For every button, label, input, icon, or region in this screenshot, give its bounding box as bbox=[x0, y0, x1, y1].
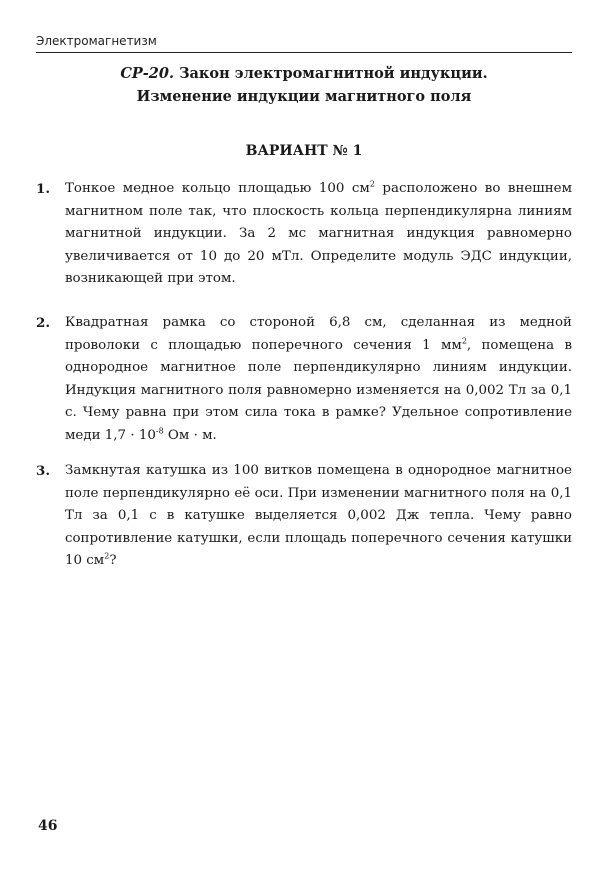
title-line-1-text: Закон электромагнитной индукции. bbox=[174, 65, 488, 82]
title-line-2: Изменение индукции магнитного поля bbox=[136, 88, 472, 105]
superscript: 2 bbox=[369, 179, 375, 189]
problem-text-part: Замкнутая катушка из 100 витков помещена в однородное магнитное поле перпендикулярно её оси. При изменении магнитного поля на 0,1 Тл за 0,1 с в катушке выделяется 0,002 Дж тепла. Чему равно сопротивление катушки, если площадь поперечного сечения катушки 10 см bbox=[65, 463, 572, 568]
problem-1 bbox=[36, 178, 572, 291]
problem-text-part: ? bbox=[109, 553, 117, 568]
problem-text bbox=[65, 312, 572, 447]
superscript: -8 bbox=[155, 426, 164, 436]
title-line-1 bbox=[36, 62, 572, 85]
problem-number: 1. bbox=[36, 181, 50, 197]
superscript: 2 bbox=[461, 336, 467, 346]
worksheet-code: СР-20. bbox=[120, 65, 175, 82]
problem-text-part: Тонкое медное кольцо площадью 100 см bbox=[65, 181, 370, 196]
problem-text bbox=[65, 178, 572, 291]
running-header bbox=[36, 30, 572, 53]
problem-text-part: , помещена в однородное магнитное поле перпендикулярно линиям индукции. Индукция магнитного поля равномерно изменяется на 0,002 Тл за 0,1 с. Чему равна при этом сила тока в рамке? Удельное сопротивление меди 1,7 · 10 bbox=[65, 337, 572, 443]
superscript: 2 bbox=[104, 551, 110, 561]
section-title: Электромагнетизм bbox=[36, 34, 157, 48]
worksheet-title bbox=[36, 62, 572, 108]
problem-2 bbox=[36, 312, 572, 447]
problem-text bbox=[65, 460, 572, 573]
problem-text-part: Квадратная рамка со стороной 6,8 см, сделанная из медной проволоки с площадью поперечного сечения 1 мм bbox=[65, 315, 572, 353]
page-number: 46 bbox=[38, 818, 58, 834]
problem-3 bbox=[36, 460, 572, 573]
problem-text-part: Ом · м. bbox=[163, 427, 217, 443]
problem-text-part: расположено во внешнем магнитном поле так, что плоскость кольца перпендикулярна линиям магнитной индукции. За 2 мс магнитная индукция равномерно увеличивается от 10 до 20 мТл. Определите модуль ЭДС индукции, возникающей при этом. bbox=[65, 181, 573, 286]
problem-number: 2. bbox=[36, 315, 50, 331]
problem-number: 3. bbox=[36, 463, 50, 479]
variant-heading: ВАРИАНТ № 1 bbox=[245, 143, 363, 159]
